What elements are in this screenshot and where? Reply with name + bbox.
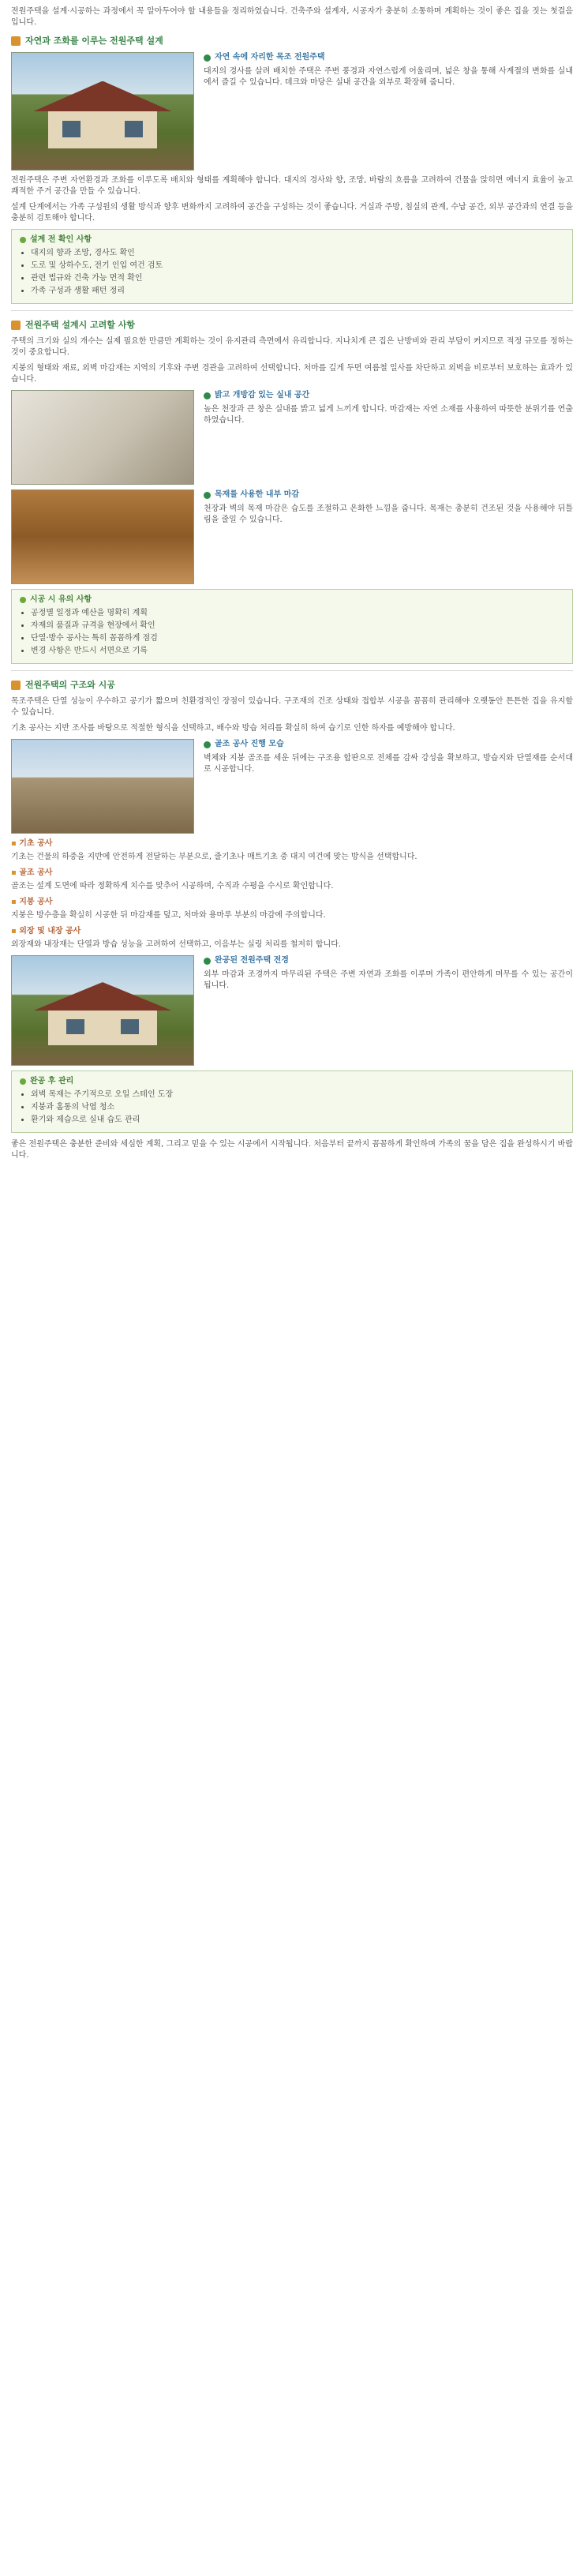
figure-row	[11, 955, 573, 1066]
figure-text-block	[204, 390, 573, 485]
framing-photo	[11, 739, 194, 834]
figure-caption: 밝고 개방감 있는 실내 공간	[204, 390, 573, 401]
closing-text: 좋은 전원주택은 충분한 준비와 세심한 계획, 그리고 믿을 수 있는 시공에서 시작됩니다. 처음부터 끝까지 꼼꼼하게 확인하며 가족의 꿈을 담은 집을 완성하시기 바랍니다.	[11, 1140, 573, 1160]
intro-text: 전원주택을 설계·시공하는 과정에서 꼭 알아두어야 할 내용들을 정리하였습니다. 건축주와 설계자, 시공자가 충분히 소통하며 계획하는 것이 좋은 집을 짓는 첫걸음입니다.	[11, 7, 573, 27]
info-box	[11, 589, 573, 664]
figure-text: 천장과 벽의 목재 마감은 습도를 조절하고 온화한 느낌을 줍니다. 목재는 충분히 건조된 것을 사용해야 뒤틀림을 줄일 수 있습니다.	[204, 504, 573, 524]
list-item: • 변경 사항은 반드시 서면으로 기록	[31, 646, 564, 657]
section-paragraph: 전원주택은 주변 자연환경과 조화를 이루도록 배치와 형태를 계획해야 합니다. 대지의 경사와 향, 조망, 바람의 흐름을 고려하여 건물을 앉히면 에너지 효율이 높고 쾌적한 주거 공간을 만들 수 있습니다.	[11, 176, 573, 196]
subsection-heading: ▪ 지붕 공사	[11, 897, 573, 908]
divider	[11, 310, 573, 311]
subsection-text: 기초는 건물의 하중을 지반에 안전하게 전달하는 부분으로, 줄기초나 매트기초 중 대지 여건에 맞는 방식을 선택합니다.	[11, 853, 417, 861]
figure-text-block	[204, 52, 573, 171]
list-item: • 관련 법규와 건축 가능 면적 확인	[31, 273, 564, 284]
figure-caption: 자연 속에 자리한 목조 전원주택	[204, 52, 573, 63]
subsection-heading: ▪ 기초 공사	[11, 838, 573, 849]
figure-text: 대지의 경사를 살려 배치한 주택은 주변 풍경과 자연스럽게 어울리며, 넓은 창을 통해 사계절의 변화를 실내에서 즐길 수 있습니다. 데크와 마당은 실내 공간을 외부로 확장해 줍니다.	[204, 67, 573, 87]
list-item: • 지붕과 홈통의 낙엽 청소	[31, 1102, 564, 1113]
subsection-text: 외장재와 내장재는 단열과 방습 성능을 고려하여 선택하고, 이음부는 실링 처리를 철저히 합니다.	[11, 940, 342, 949]
list-item: • 환기와 제습으로 실내 습도 관리	[31, 1115, 564, 1126]
figure-row	[11, 52, 573, 171]
figure-text-block	[204, 489, 573, 584]
figure-text-block	[204, 739, 573, 834]
section-title: 자연과 조화를 이루는 전원주택 설계	[25, 36, 163, 46]
house-photo	[11, 52, 194, 171]
figure-row	[11, 739, 573, 834]
caption-dot-icon	[204, 492, 211, 499]
section-bullet-icon	[11, 321, 21, 330]
subsection-text: 골조는 설계 도면에 따라 정확하게 치수를 맞추어 시공하며, 수직과 수평을 수시로 확인합니다.	[11, 882, 334, 891]
section-paragraph: 설계 단계에서는 가족 구성원의 생활 방식과 향후 변화까지 고려하여 공간을 구성하는 것이 좋습니다. 거실과 주방, 침실의 관계, 수납 공간, 외부 공간과의 연결 등을 충분히 검토해야 합니다.	[11, 203, 573, 223]
section-paragraph: 주택의 크기와 실의 개수는 실제 필요한 만큼만 계획하는 것이 유지관리 측면에서 유리합니다. 지나치게 큰 집은 난방비와 관리 부담이 커지므로 적정 규모를 정하는 것이 중요합니다.	[11, 337, 573, 357]
section-paragraph: 기초 공사는 지반 조사를 바탕으로 적절한 형식을 선택하고, 배수와 방습 처리를 확실히 하여 습기로 인한 하자를 예방해야 합니다.	[11, 724, 455, 733]
figure-caption: 골조 공사 진행 모습	[204, 739, 573, 750]
info-box-title: 설계 전 확인 사항	[20, 234, 564, 246]
section-heading	[11, 677, 573, 693]
info-box-list	[20, 1089, 564, 1126]
interior-photo	[11, 390, 194, 485]
info-box	[11, 1071, 573, 1133]
wood-interior-photo	[11, 489, 194, 584]
figure-text: 외부 마감과 조경까지 마무리된 주택은 주변 자연과 조화를 이루며 가족이 편안하게 머무를 수 있는 공간이 됩니다.	[204, 970, 573, 990]
subsection-heading: ▪ 골조 공사	[11, 868, 573, 879]
section-title: 전원주택 설계시 고려할 사항	[25, 320, 135, 330]
figure-text-block	[204, 955, 573, 1066]
list-item: • 공정별 일정과 예산을 명확히 계획	[31, 608, 564, 619]
info-box-title: 완공 후 관리	[20, 1076, 564, 1087]
box-dot-icon	[20, 237, 26, 243]
caption-dot-icon	[204, 392, 211, 399]
list-item: • 도로 및 상하수도, 전기 인입 여건 검토	[31, 261, 564, 272]
subsection-text: 지붕은 방수층을 확실히 시공한 뒤 마감재를 덮고, 처마와 용마루 부분의 마감에 주의합니다.	[11, 911, 326, 920]
box-dot-icon	[20, 1078, 26, 1085]
section-bullet-icon	[11, 36, 21, 46]
list-item: • 가족 구성과 생활 패턴 정리	[31, 286, 564, 297]
section-heading	[11, 33, 573, 49]
section-title: 전원주택의 구조와 시공	[25, 680, 115, 690]
caption-dot-icon	[204, 54, 211, 62]
list-item: • 단열·방수 공사는 특히 꼼꼼하게 점검	[31, 633, 564, 644]
subsection-heading: ▪ 외장 및 내장 공사	[11, 926, 573, 937]
section-bullet-icon	[11, 681, 21, 690]
figure-caption: 완공된 전원주택 전경	[204, 955, 573, 966]
caption-dot-icon	[204, 741, 211, 748]
list-item: • 외벽 목재는 주기적으로 오일 스테인 도장	[31, 1089, 564, 1101]
divider	[11, 670, 573, 671]
info-box-title: 시공 시 유의 사항	[20, 594, 564, 606]
list-item: • 자재의 품질과 규격을 현장에서 확인	[31, 621, 564, 632]
info-box-list	[20, 248, 564, 297]
figure-row	[11, 489, 573, 584]
caption-dot-icon	[204, 958, 211, 965]
figure-caption: 목재를 사용한 내부 마감	[204, 489, 573, 501]
figure-text: 높은 천장과 큰 창은 실내를 밝고 넓게 느끼게 합니다. 마감재는 자연 소재를 사용하여 따뜻한 분위기를 연출하였습니다.	[204, 405, 573, 425]
info-box	[11, 229, 573, 304]
section-heading	[11, 317, 573, 333]
section-paragraph: 목조주택은 단열 성능이 우수하고 공기가 짧으며 친환경적인 장점이 있습니다. 구조재의 건조 상태와 접합부 시공을 꼼꼼히 관리해야 오랫동안 튼튼한 집을 유지할 수 있습니다.	[11, 697, 573, 717]
box-dot-icon	[20, 597, 26, 603]
info-box-list	[20, 608, 564, 657]
figure-text: 벽체와 지붕 골조를 세운 뒤에는 구조용 합판으로 전체를 감싸 강성을 확보하고, 방습지와 단열재를 순서대로 시공합니다.	[204, 754, 573, 774]
completed-house-photo	[11, 955, 194, 1066]
list-item: • 대지의 향과 조망, 경사도 확인	[31, 248, 564, 259]
figure-row	[11, 390, 573, 485]
section-paragraph: 지붕의 형태와 재료, 외벽 마감재는 지역의 기후와 주변 경관을 고려하여 선택합니다. 처마를 깊게 두면 여름철 일사를 차단하고 외벽을 비로부터 보호하는 효과가 있습니다.	[11, 364, 573, 384]
